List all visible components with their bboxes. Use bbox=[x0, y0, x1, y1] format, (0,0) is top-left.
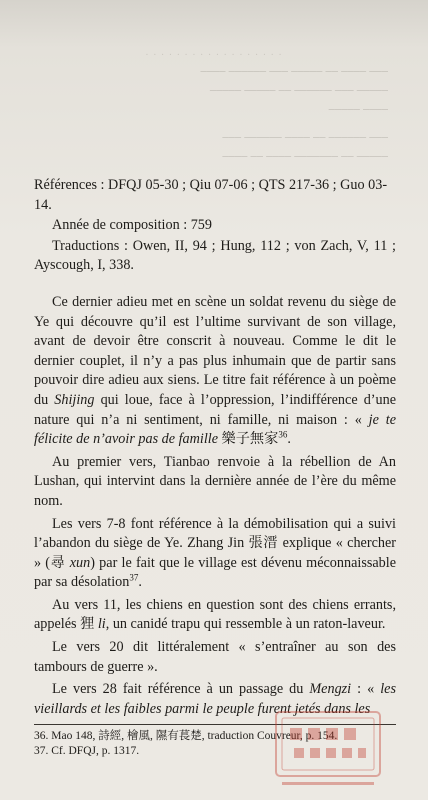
paragraph-3: Les vers 7-8 font référence à la démobilisation qui a suivi l’abandon du siège de Ye. Zhang Jin 張溍 explique « chercher » (尋 xun) par le fait que le village est dévenu méconnaissable par sa désolation$^{37}$. bbox=[34, 515, 396, 591]
references-line: Références : DFQJ 05-30 ; Qiu 07-06 ; QTS 217-36 ; Guo 03-14. bbox=[34, 177, 388, 213]
show-through-text: · · · · · · · · · · · · · · · · · · ⎯⎯⎯ ⎯⎯⎯⎯ ⎯⎯ ⎯⎯⎯⎯⎯ ⎯⎯⎯ ⎯⎯⎯⎯⎯⎯ ⎯⎯⎯⎯ ⎯⎯⎯⎯⎯ ⎯⎯⎯ ⎯⎯⎯⎯⎯⎯ ⎯⎯ ⎯⎯⎯⎯⎯ ⎯⎯⎯⎯⎯ ⎯⎯⎯⎯ ⎯⎯⎯⎯⎯ ⎯⎯⎯ ⎯⎯⎯⎯⎯⎯ ⎯⎯ ⎯⎯⎯⎯ ⎯⎯⎯⎯⎯⎯ ⎯⎯⎯ ⎯⎯⎯⎯⎯ ⎯⎯ ⎯⎯⎯⎯⎯⎯⎯ ⎯⎯⎯⎯ ⎯⎯ ⎯⎯⎯⎯ bbox=[144, 50, 388, 163]
italic-term: Mengzi bbox=[309, 681, 352, 698]
paragraph-6: Le vers 28 fait référence à un passage du Mengzi : « les vieillards et les faibles parmi le peuple furent jetés dans les bbox=[34, 681, 396, 717]
references-block bbox=[34, 176, 396, 276]
paragraph-5: Le vers 20 dit littéralement « s’entraîner au son des tambours de guerre ». bbox=[34, 639, 396, 675]
paragraph-2: Au premier vers, Tianbao renvoie à la rébellion de An Lushan, qui intervint dans la dernière année de l’ère du même nom. bbox=[34, 453, 396, 509]
paragraph-4: Au vers 11, les chiens en question sont des chiens errants, appelés 狸 li, un canidé trapu qui ressemble à un raton-laveur. bbox=[34, 596, 396, 633]
footnote-ref[interactable]: 36 bbox=[278, 429, 288, 440]
italic-term: li bbox=[97, 616, 106, 633]
composition-year: Année de composition : 759 bbox=[52, 217, 212, 234]
footnote-36: 36. Mao 148, 詩經, 檜風, 隰有萇楚, traduction Couvreur, p. 154. bbox=[34, 730, 338, 742]
page-content bbox=[34, 176, 396, 722]
italic-quote: je te félicite de n’avoir pas de famille bbox=[34, 411, 396, 448]
footnote-37: 37. Cf. DFQJ, p. 1317. bbox=[34, 745, 140, 757]
footnote-ref[interactable]: 37 bbox=[129, 572, 139, 583]
italic-quote: les vieillards et les faibles parmi le peuple furent jetés dans les bbox=[34, 681, 396, 717]
publisher-stamp-watermark bbox=[268, 706, 388, 794]
paragraph-1: Ce dernier adieu met en scène un soldat revenu du siège de Ye qui découvre qu’il est l’ultime survivant de son village, avant de devoir être conscrit à nouveau. Comme le dit le dernier couplet, il n’y a pas plus inhumain que de partir sans pouvoir dire adieu aux siens. Le titre fait référence à un poème du Shijing qui loue, face à l’oppression, l’indifférence d’une nature qui n’a ni sentiment, ni famille, ni maison : « je te félicite de n’avoir pas de famille 樂子無家$^{36}$. bbox=[34, 293, 397, 448]
commentary-text bbox=[34, 293, 396, 719]
italic-term: Shijing bbox=[54, 391, 95, 408]
italic-term: xun bbox=[69, 554, 91, 571]
translations-line: Traductions : Owen, II, 94 ; Hung, 112 ; von Zach, V, 11 ; Ayscough, I, 338. bbox=[34, 237, 396, 274]
